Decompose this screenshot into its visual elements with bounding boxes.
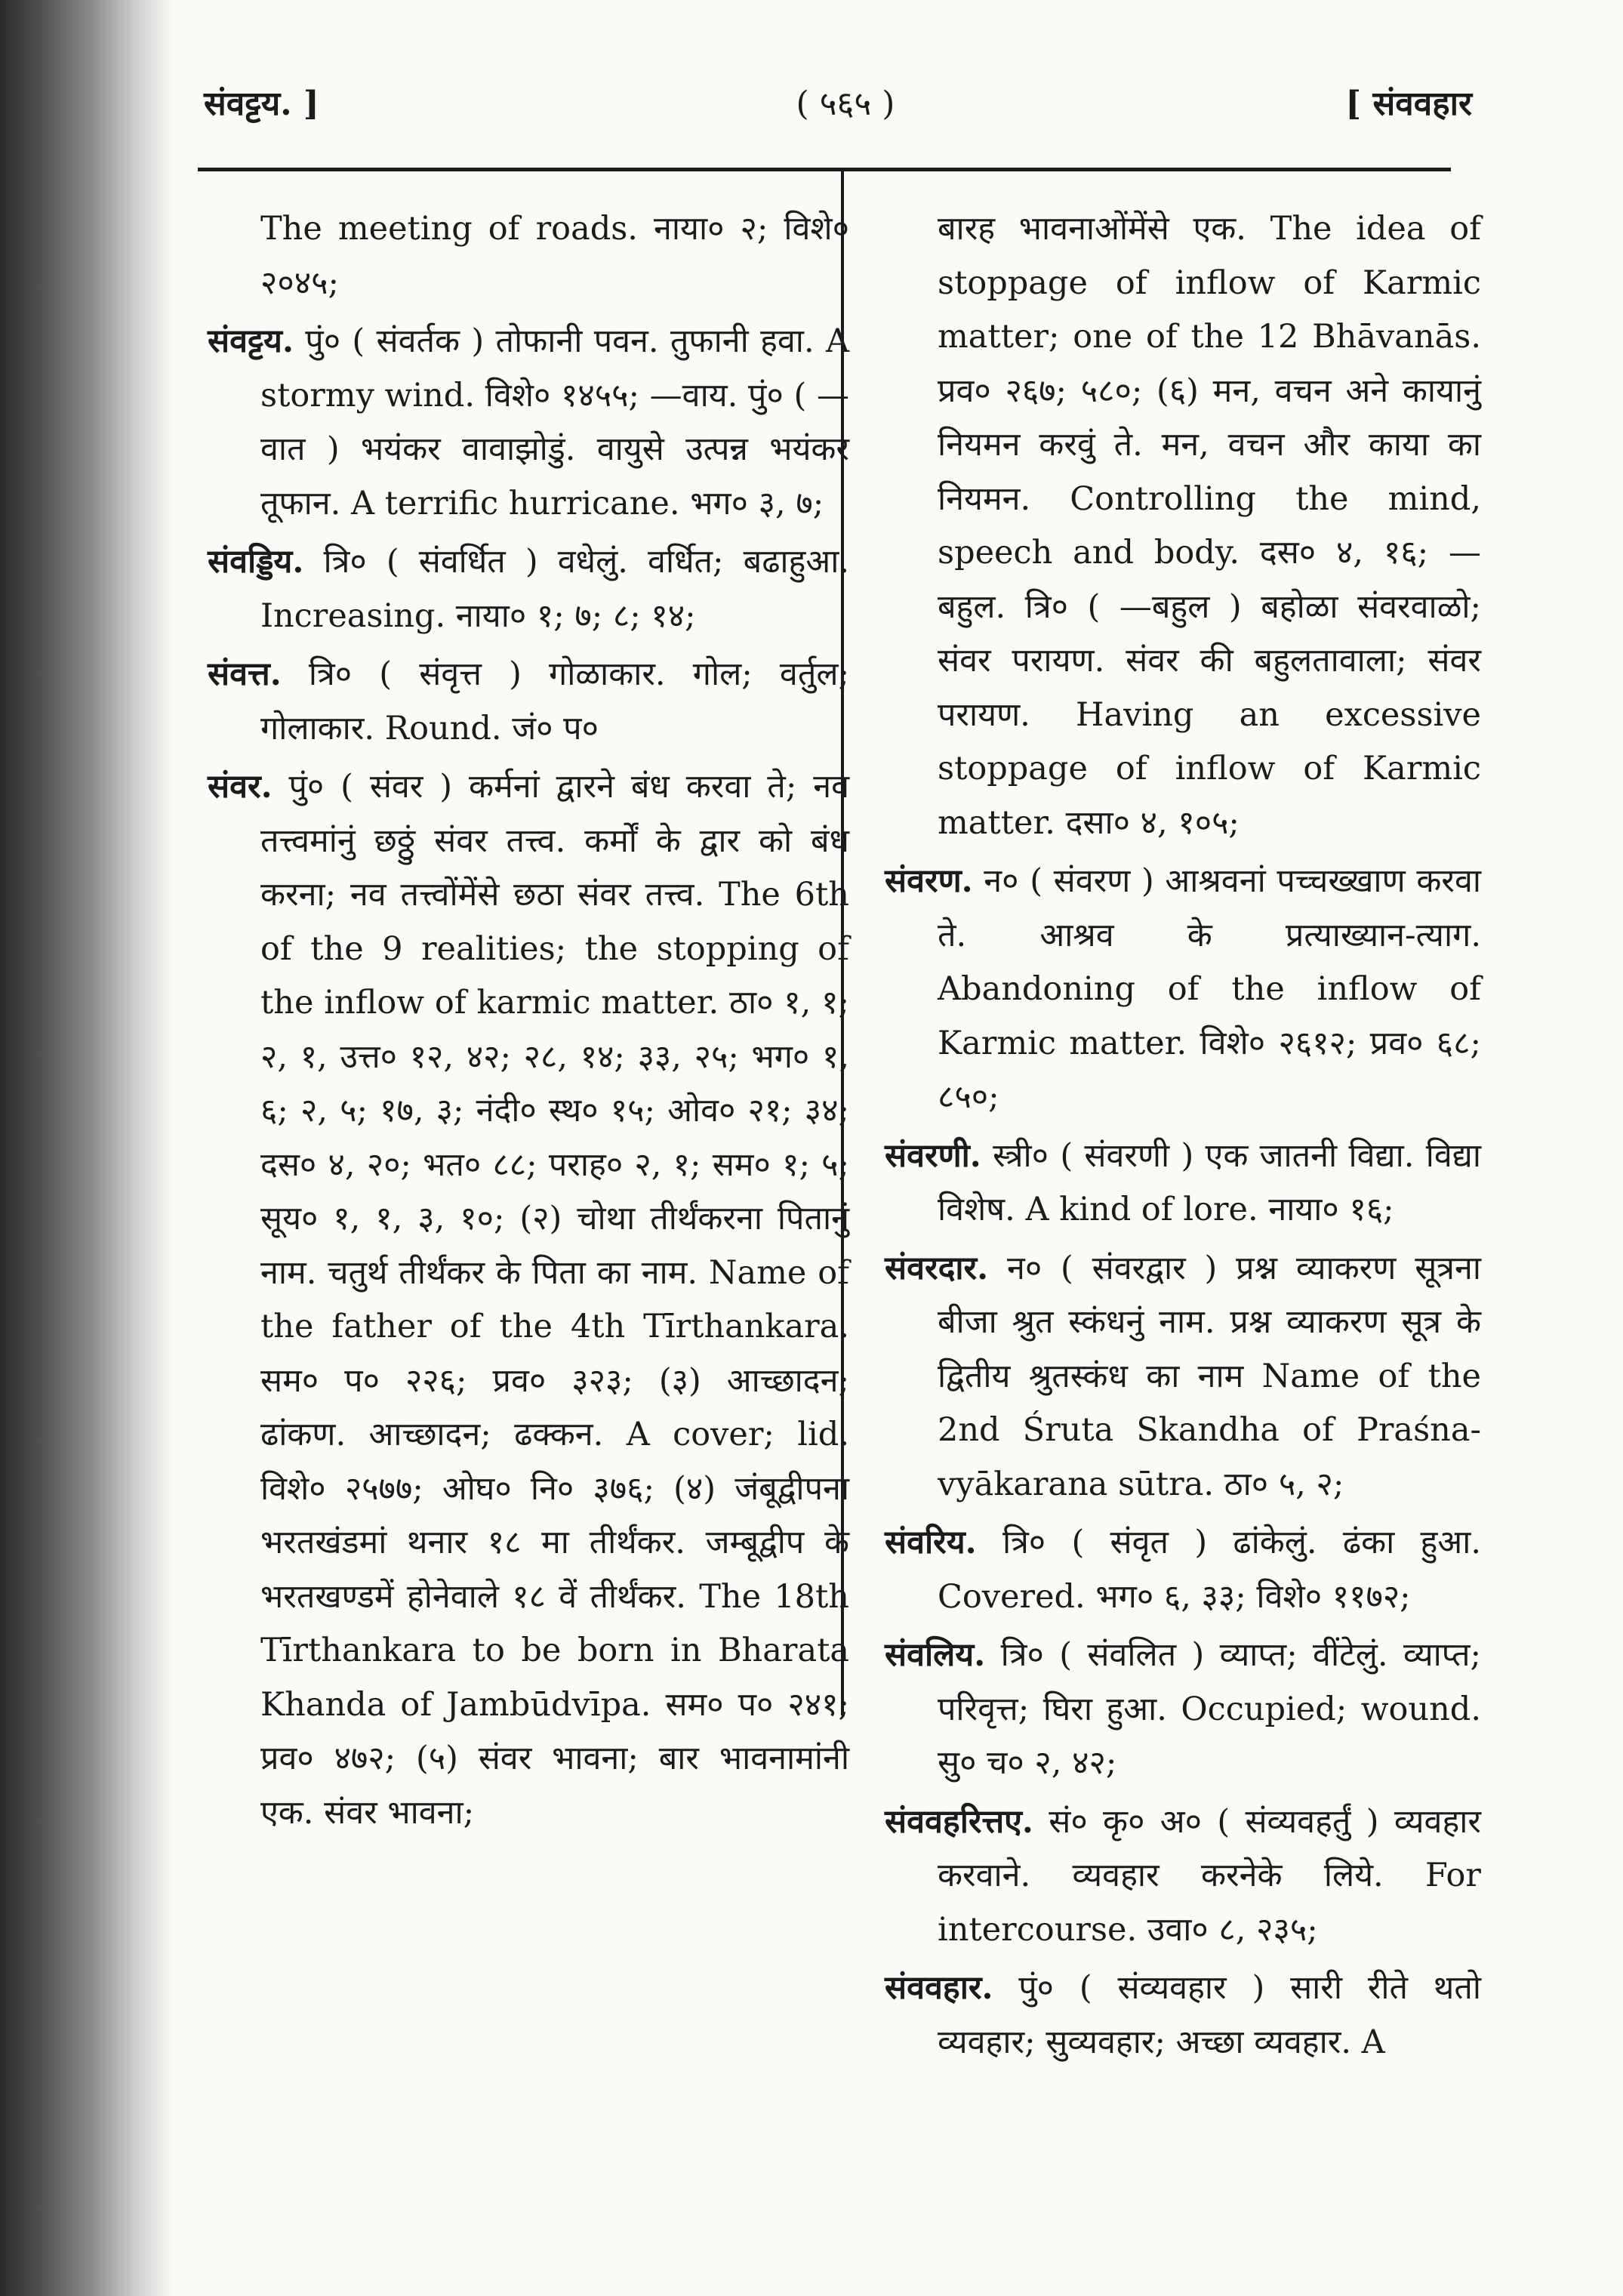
entry-definition: त्रि० ( संवृत ) ढांकेलुं. ढंका हुआ. Covered. भग० ६, ३३; विशे० ११७२; [938, 1524, 1482, 1616]
entry-definition: त्रि० ( संवृत्त ) गोळाकार. गोल; वर्तुल; गोलाकार. Round. जं० प० [260, 655, 849, 747]
entry-definition: पुं० ( संव्यवहार ) सारी रीते थतो व्यवहार; सुव्यवहार; अच्छा व्यवहार. A [938, 1969, 1481, 2061]
dictionary-entry [885, 1629, 1481, 1791]
entry-headword: संवरणी. [885, 1136, 981, 1175]
header-right-guide-word: [ संववहार [1345, 85, 1472, 123]
dictionary-entry [885, 855, 1481, 1125]
dictionary-entry [885, 1795, 1481, 1958]
entry-headword: संवत्त. [208, 655, 282, 693]
left-column [208, 202, 849, 1845]
dictionary-entry [208, 535, 849, 643]
entry-headword: संवलिय. [885, 1636, 986, 1674]
entry-definition: न० ( संवरद्वार ) प्रश्न व्याकरण सूत्रना बीजा श्रुत स्कंधनुं नाम. प्रश्न व्याकरण सूत्र के द्वितीय श्रुतस्कंध का नाम Name of the 2nd Śruta Skandha of Praśna-vyākarana sūtra. ठा० ५, २; [938, 1249, 1481, 1503]
entry-headword: संववहरित्तए. [885, 1802, 1033, 1841]
right-column [885, 202, 1481, 2074]
dictionary-entry [208, 315, 849, 531]
entry-headword: संवर. [208, 768, 273, 806]
dictionary-entry [885, 1130, 1481, 1237]
entry-definition: पुं० ( संवर्तक ) तोफानी पवन. तुफानी हवा. A stormy wind. विशे० १४५५; —वाय. पुं० ( —वात ) भयंकर वावाझोडुं. वायुसे उत्पन्न भयंकर तूफान. A terrific hurricane. भग० ३, ७; [260, 322, 849, 522]
entry-definition: त्रि० ( संवलित ) व्याप्त; वींटेलुं. व्याप्त; परिवृत्त; घिरा हुआ. Occupied; wound. सु० च० २, ४२; [938, 1636, 1481, 1782]
header-rule [198, 168, 1451, 171]
entry-headword: संवरदार. [885, 1249, 989, 1287]
dictionary-entry [885, 1962, 1481, 2069]
entry-headword: संवड्डिय. [208, 543, 304, 581]
entry-definition: स्त्री० ( संवरणी ) एक जातनी विद्या. विद्या विशेष. A kind of lore. नाया० १६; [938, 1136, 1481, 1228]
page-header [204, 79, 1472, 140]
entry-headword: संवरण. [885, 862, 973, 900]
dictionary-entry [208, 760, 849, 1840]
entry-definition: त्रि० ( संवर्धित ) वधेलुं. वर्धित; बढाहुआ. Increasing. नाया० १; ७; ८; १४; [260, 543, 850, 635]
header-left-guide-word: संवट्टय. ] [204, 85, 319, 123]
entry-definition: सं० कृ० अ० ( संव्यवहर्तुं ) व्यवहार करवाने. व्यवहार करनेके लिये. For intercourse. उवा० ८, २३५; [938, 1802, 1481, 1949]
dictionary-entry [885, 1516, 1481, 1624]
entry-headword: संवरिय. [885, 1524, 977, 1561]
entry-headword: संववहार. [885, 1969, 993, 2007]
entry-definition: पुं० ( संवर ) कर्मनां द्वारने बंध करवा ते; नव तत्त्वमांनुं छठ्ठुं संवर तत्त्व. कर्मों के द्वार को बंध करना; नव तत्त्वोंमेंसे छठा संवर तत्त्व. The 6th of the 9 realities; the stopping of the inflow of karmic matter. ठा० १, १; २, १, उत्त० १२, ४२; २८, १४; ३३, २५; भग० १, ६; २, ५; १७, ३; नंदी० स्थ० १५; ओव० २१; ३४; दस० ४, २०; भत० ८८; पराह० २, १; सम० १; ५; सूय० १, १, ३, १०; (२) चोथा तीर्थंकरना पितानुं नाम. चतुर्थ तीर्थंकर के पिता का नाम. Name of the father of the 4th Tīrthankara. सम० प० २२६; प्रव० ३२३; (३) आच्छादन; ढांकण. आच्छादन; ढक्कन. A cover; lid. विशे० २५७७; ओघ० नि० ३७६; (४) जंबूद्वीपना भरतखंडमां थनार १८ मा तीर्थंकर. जम्बूद्वीप के भरतखण्डमें होनेवाले १८ वें तीर्थंकर. The 18th Tīrthankara to be born in Bharata Khanda of Jambūdvīpa. सम० प० २४१; प्रव० ४७२; (५) संवर भावना; बार भावनामांनी एक. संवर भावना; [260, 768, 849, 1832]
continuation-text: The meeting of roads. नाया० २; विशे० २०४५; [260, 210, 849, 302]
entry-definition: न० ( संवरण ) आश्रवनां पच्चख्खाण करवा ते. आश्रव के प्रत्याख्यान-त्याग. Abandoning of the inflow of Karmic matter. विशे० २६१२; प्रव० ६८; ८५०; [938, 862, 1481, 1116]
page-edge-shadow [0, 0, 174, 2296]
entry-headword: संवट्टय. [208, 322, 294, 360]
continuation-text: बारह भावनाओंमेंसे एक. The idea of stoppage of inflow of Karmic matter; one of the 12 Bhāvanās. प्रव० २६७; ५८०; (६) मन, वचन अने कायानुं नियमन करवुं ते. मन, वचन और काया का नियमन. Controlling the mind, speech and body. दस० ४, १६; —बहुल. त्रि० ( —बहुल ) बहोळा संवरवाळो; संवर परायण. संवर की बहुलतावाला; संवर परायण. Having an excessive stoppage of inflow of Karmic matter. दसा० ४, १०५; [938, 210, 1481, 842]
page-number: ( ५६५ ) [796, 85, 895, 123]
dictionary-entry [208, 648, 849, 756]
dictionary-entry [885, 1242, 1481, 1512]
